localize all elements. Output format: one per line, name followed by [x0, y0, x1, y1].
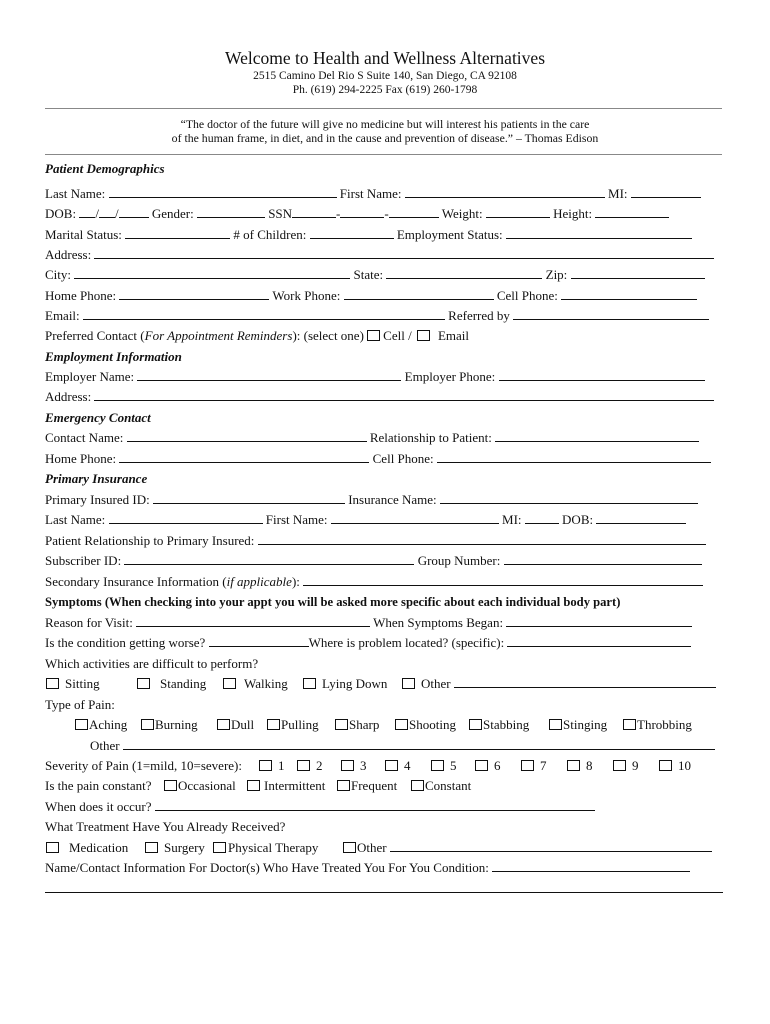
frequent-label: Frequent — [351, 778, 398, 793]
dob-month-field[interactable] — [79, 205, 95, 218]
severity-4-label: 4 — [404, 758, 411, 773]
last-name-label: Last Name: — [45, 186, 106, 201]
row-when-occur — [45, 798, 725, 816]
row-employer-address — [45, 388, 725, 406]
severity-7-label: 7 — [540, 758, 547, 773]
throbbing-checkbox[interactable] — [623, 719, 636, 730]
row-email — [45, 307, 725, 325]
quote-divider — [45, 154, 722, 155]
section-symptoms: Symptoms (When checking into your appt you will be asked more specific about each individual body part) — [45, 595, 621, 609]
insured-mi-field[interactable] — [525, 511, 559, 524]
severity-6-label: 6 — [494, 758, 501, 773]
emergency-home-phone-field[interactable] — [119, 450, 369, 463]
when-symptoms-began-label: When Symptoms Began: — [373, 615, 504, 630]
row-pain-other — [45, 737, 725, 755]
pain-type-question: Type of Pain: — [45, 697, 115, 712]
row-city — [45, 266, 725, 284]
marital-status-label: Marital Status: — [45, 227, 122, 242]
shooting-checkbox[interactable] — [395, 719, 408, 730]
mi-field[interactable] — [631, 185, 701, 198]
section-primary-insurance: Primary Insurance — [45, 471, 148, 486]
sitting-checkbox[interactable] — [46, 678, 59, 689]
dob-label: DOB: — [45, 206, 77, 221]
header-divider — [45, 108, 722, 109]
treatment-other-label: Other — [357, 840, 387, 855]
clinic-phone-fax: Ph. (619) 294-2225 Fax (619) 260-1798 — [292, 84, 478, 96]
condition-worse-field[interactable] — [209, 634, 309, 647]
severity-4-checkbox[interactable] — [385, 760, 398, 771]
employer-address-field[interactable] — [94, 388, 714, 401]
walking-checkbox[interactable] — [223, 678, 236, 689]
standing-checkbox[interactable] — [137, 678, 150, 689]
first-name-field[interactable] — [405, 185, 605, 198]
group-number-label: Group Number: — [417, 553, 501, 568]
row-treatments — [45, 839, 725, 857]
email-option-label: Email — [437, 328, 469, 343]
children-field[interactable] — [310, 226, 394, 239]
severity-2-label: 2 — [316, 758, 323, 773]
dob-day-field[interactable] — [99, 205, 115, 218]
lying-down-checkbox[interactable] — [303, 678, 316, 689]
row-insured-id — [45, 491, 725, 509]
severity-2-checkbox[interactable] — [297, 760, 310, 771]
sharp-label: Sharp — [349, 717, 380, 732]
row-constant — [45, 777, 725, 795]
cell-phone-field[interactable] — [561, 287, 697, 300]
row-pain-types — [45, 716, 725, 734]
marital-status-field[interactable] — [125, 226, 230, 239]
primary-insured-id-field[interactable] — [153, 491, 345, 504]
burning-label: Burning — [155, 717, 198, 732]
stabbing-checkbox[interactable] — [469, 719, 482, 730]
clinic-address: 2515 Camino Del Rio S Suite 140, San Diego, CA 92108 — [253, 70, 517, 82]
stinging-checkbox[interactable] — [549, 719, 562, 730]
ssn-part-3-field[interactable] — [389, 205, 439, 218]
throbbing-label: Throbbing — [637, 717, 692, 732]
sharp-checkbox[interactable] — [335, 719, 348, 730]
insured-dob-label: DOB: — [562, 512, 594, 527]
dob-year-field[interactable] — [119, 205, 149, 218]
email-field[interactable] — [83, 307, 445, 320]
row-names — [45, 185, 725, 203]
severity-10-label: 10 — [678, 758, 691, 773]
stinging-label: Stinging — [563, 717, 608, 732]
pain-other-field[interactable] — [123, 737, 715, 750]
intermittent-label: Intermittent — [264, 778, 326, 793]
reason-for-visit-field[interactable] — [136, 614, 370, 627]
row-address — [45, 246, 725, 264]
gender-field[interactable] — [197, 205, 265, 218]
occasional-checkbox[interactable] — [164, 780, 177, 791]
condition-worse-label: Is the condition getting worse? — [45, 635, 206, 650]
shooting-label: Shooting — [409, 717, 456, 732]
section-emergency-contact: Emergency Contact — [45, 410, 151, 425]
pain-constant-label: Is the pain constant? — [45, 778, 152, 793]
severity-3-label: 3 — [360, 758, 367, 773]
row-reason — [45, 614, 725, 632]
email-checkbox[interactable] — [417, 330, 430, 341]
employer-name-field[interactable] — [137, 368, 401, 381]
subscriber-id-label: Subscriber ID: — [45, 553, 122, 568]
lying-down-label: Lying Down — [322, 676, 388, 691]
height-label: Height: — [553, 206, 593, 221]
state-field[interactable] — [386, 266, 542, 279]
row-secondary-insurance — [45, 573, 725, 591]
aching-checkbox[interactable] — [75, 719, 88, 730]
aching-label: Aching — [89, 717, 128, 732]
work-phone-label: Work Phone: — [272, 288, 341, 303]
weight-label: Weight: — [441, 206, 483, 221]
severity-1-checkbox[interactable] — [259, 760, 272, 771]
secondary-insurance-label-3: ): — [291, 574, 300, 589]
row-phones — [45, 287, 725, 305]
pulling-checkbox[interactable] — [267, 719, 280, 730]
quote-line-1: “The doctor of the future will give no medicine but will interest his patients in the care — [180, 117, 590, 131]
stabbing-label: Stabbing — [483, 717, 530, 732]
emergency-cell-phone-field[interactable] — [437, 450, 711, 463]
mi-label: MI: — [608, 186, 628, 201]
insured-dob-field[interactable] — [596, 511, 686, 524]
section-patient-demographics: Patient Demographics — [45, 161, 165, 176]
referred-by-label: Referred by — [448, 308, 510, 323]
insured-last-name-field[interactable] — [109, 511, 263, 524]
pain-other-label: Other — [90, 738, 120, 753]
activity-other-label: Other — [421, 676, 451, 691]
subscriber-id-field[interactable] — [124, 552, 414, 565]
occasional-label: Occasional — [178, 778, 236, 793]
reason-for-visit-label: Reason for Visit: — [45, 615, 133, 630]
state-label: State: — [353, 267, 384, 282]
row-emergency-contact — [45, 429, 725, 447]
row-worse — [45, 634, 725, 652]
address-field[interactable] — [94, 246, 714, 259]
row-severity — [45, 757, 725, 775]
problem-location-field[interactable] — [507, 634, 691, 647]
city-field[interactable] — [74, 266, 350, 279]
zip-field[interactable] — [571, 266, 705, 279]
page-title: Welcome to Health and Wellness Alternatives — [224, 48, 546, 68]
when-occur-field[interactable] — [155, 798, 595, 811]
doctors-field[interactable] — [492, 859, 690, 872]
ssn-label: SSN — [268, 206, 293, 221]
referred-by-field[interactable] — [513, 307, 709, 320]
doctors-label: Name/Contact Information For Doctor(s) Who Have Treated You For You Condition: — [45, 860, 489, 875]
insured-last-name-label: Last Name: — [45, 512, 106, 527]
gender-label: Gender: — [151, 206, 194, 221]
severity-5-checkbox[interactable] — [431, 760, 444, 771]
insured-relationship-label: Patient Relationship to Primary Insured: — [45, 533, 255, 548]
medication-checkbox[interactable] — [46, 842, 59, 853]
row-emergency-phones — [45, 450, 725, 468]
when-symptoms-began-field[interactable] — [506, 614, 692, 627]
frequent-checkbox[interactable] — [337, 780, 350, 791]
quote-line-2: of the human frame, in diet, and in the cause and prevention of disease.” – Thomas Edison — [171, 131, 599, 145]
row-activities — [45, 675, 725, 693]
insured-first-name-field[interactable] — [331, 511, 499, 524]
dull-checkbox[interactable] — [217, 719, 230, 730]
activity-other-field[interactable] — [454, 675, 716, 688]
group-number-field[interactable] — [504, 552, 702, 565]
physical-therapy-checkbox[interactable] — [213, 842, 226, 853]
insured-first-name-label: First Name: — [265, 512, 328, 527]
row-doctors — [45, 859, 725, 877]
emergency-contact-name-field[interactable] — [127, 429, 367, 442]
emergency-contact-name-label: Contact Name: — [45, 430, 124, 445]
standing-label: Standing — [160, 676, 207, 691]
insured-mi-label: MI: — [502, 512, 522, 527]
cell-option-label: Cell / — [383, 328, 412, 343]
email-label: Email: — [45, 308, 80, 323]
children-label: # of Children: — [233, 227, 307, 242]
city-label: City: — [45, 267, 72, 282]
preferred-contact-label-1: Preferred Contact ( — [45, 328, 145, 343]
activities-question: Which activities are difficult to perform? — [45, 656, 259, 671]
secondary-insurance-label-2: if applicable — [226, 574, 292, 589]
cell-checkbox[interactable] — [367, 330, 380, 341]
row-subscriber — [45, 552, 725, 570]
activity-other-checkbox[interactable] — [402, 678, 415, 689]
primary-insured-id-label: Primary Insured ID: — [45, 492, 150, 507]
emergency-relationship-field[interactable] — [495, 429, 699, 442]
employment-status-label: Employment Status: — [396, 227, 503, 242]
ssn-part-2-field[interactable] — [340, 205, 384, 218]
severity-3-checkbox[interactable] — [341, 760, 354, 771]
doctors-field-extra-line[interactable] — [45, 880, 723, 893]
employer-phone-field[interactable] — [499, 368, 705, 381]
burning-checkbox[interactable] — [141, 719, 154, 730]
surgery-checkbox[interactable] — [145, 842, 158, 853]
address-label: Address: — [45, 247, 92, 262]
first-name-label: First Name: — [339, 186, 402, 201]
emergency-relationship-label: Relationship to Patient: — [369, 430, 492, 445]
treatment-other-field[interactable] — [390, 839, 712, 852]
physical-therapy-label: Physical Therapy — [228, 840, 319, 855]
insurance-name-label: Insurance Name: — [348, 492, 437, 507]
home-phone-label: Home Phone: — [45, 288, 117, 303]
secondary-insurance-field[interactable] — [303, 573, 703, 586]
severity-label: Severity of Pain (1=mild, 10=severe): — [45, 758, 242, 773]
preferred-contact-label-2: For Appointment Reminders — [144, 328, 293, 343]
severity-5-label: 5 — [450, 758, 457, 773]
when-occur-label: When does it occur? — [45, 799, 152, 814]
walking-label: Walking — [244, 676, 288, 691]
row-dob: DOB: / / Gender: SSN - - Weight: Height: — [45, 205, 725, 223]
cell-phone-label: Cell Phone: — [496, 288, 558, 303]
home-phone-field[interactable] — [119, 287, 269, 300]
surgery-label: Surgery — [164, 840, 205, 855]
height-field[interactable] — [595, 205, 669, 218]
intermittent-checkbox[interactable] — [247, 780, 260, 791]
work-phone-field[interactable] — [344, 287, 494, 300]
severity-7-checkbox[interactable] — [521, 760, 534, 771]
insured-relationship-field[interactable] — [258, 532, 706, 545]
preferred-contact-label-3: ): (select one) — [292, 328, 364, 343]
employment-status-field[interactable] — [506, 226, 692, 239]
severity-6-checkbox[interactable] — [475, 760, 488, 771]
employer-phone-label: Employer Phone: — [404, 369, 496, 384]
severity-9-label: 9 — [632, 758, 639, 773]
severity-9-checkbox[interactable] — [613, 760, 626, 771]
row-marital — [45, 226, 725, 244]
dull-label: Dull — [231, 717, 255, 732]
problem-location-label: Where is problem located? (specific): — [308, 635, 505, 650]
constant-label: Constant — [425, 778, 472, 793]
treatment-question: What Treatment Have You Already Received? — [45, 819, 286, 834]
ssn-part-1-field[interactable] — [292, 205, 336, 218]
severity-1-label: 1 — [278, 758, 285, 773]
severity-8-checkbox[interactable] — [567, 760, 580, 771]
row-insured-relationship — [45, 532, 725, 550]
severity-8-label: 8 — [586, 758, 593, 773]
row-doctors-extra — [45, 880, 725, 898]
severity-10-checkbox[interactable] — [659, 760, 672, 771]
employer-name-label: Employer Name: — [45, 369, 135, 384]
insurance-name-field[interactable] — [440, 491, 698, 504]
emergency-cell-phone-label: Cell Phone: — [372, 451, 434, 466]
row-preferred-contact — [45, 327, 725, 345]
last-name-field[interactable] — [109, 185, 337, 198]
treatment-other-checkbox[interactable] — [343, 842, 356, 853]
sitting-label: Sitting — [65, 676, 100, 691]
medication-label: Medication — [69, 840, 129, 855]
emergency-home-phone-label: Home Phone: — [45, 451, 117, 466]
constant-checkbox[interactable] — [411, 780, 424, 791]
section-employment-information: Employment Information — [45, 349, 182, 364]
row-insured-name — [45, 511, 725, 529]
employer-address-label: Address: — [45, 389, 92, 404]
weight-field[interactable] — [486, 205, 550, 218]
pulling-label: Pulling — [281, 717, 319, 732]
row-employer — [45, 368, 725, 386]
secondary-insurance-label-1: Secondary Insurance Information ( — [45, 574, 227, 589]
zip-label: Zip: — [545, 267, 568, 282]
